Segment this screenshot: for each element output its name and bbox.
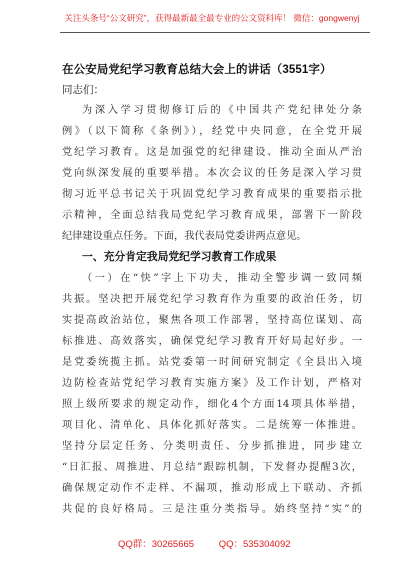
page-title: 在公安局党纪学习教育总结大会上的讲话（3551字）: [62, 64, 332, 76]
document-body: [62, 100, 362, 520]
body-line: 为深入学习贯彻修订后的《中国共产党纪律处分条: [82, 105, 362, 116]
body-line: 标推进、高效落实，确保党纪学习教育开好局起好步。一: [62, 336, 362, 347]
footer-qq-group: QQ群：30265665: [118, 539, 195, 550]
footer-qq: QQ：535304092: [218, 539, 291, 550]
body-line: 照上级所要求的规定动作，细化4个方面14项具体举措，: [62, 399, 362, 410]
body-line: 党纪学习教育。这是加强党的纪律建设、推动全面从严治: [62, 147, 362, 158]
header-divider: [60, 32, 370, 33]
body-line: 示精神，全面总结我局党纪学习教育成果，部署下一阶段: [62, 210, 362, 221]
body-line: “日汇报、周推进、月总结”跟踪机制，下发督办提醒3次，: [62, 462, 362, 473]
body-line: 是党委统揽主抓。站党委第一时间研究制定《全县出入境: [62, 357, 362, 368]
header-banner: 关注头条号“公文研究”，获得最新最全最专业的公文资料库！ 微信：gongwenyj: [64, 13, 360, 23]
body-line: 边防检查站党纪学习教育实施方案》及工作计划，严格对: [62, 378, 362, 389]
body-line: 共振。坚决把开展党纪学习教育作为重要的政治任务，切: [62, 294, 362, 305]
body-line: 彻习近平总书记关于巩固党纪学习教育成果的重要指示批: [62, 189, 362, 200]
body-line: 党向纵深发展的重要举措。本次会议的任务是深入学习贯: [62, 168, 362, 179]
body-line: 坚持分层定任务、分类明责任、分步抓推进，同步建立: [62, 441, 362, 452]
body-line: 例》（以下简称《条例》），经党中央同意，在全党开展: [62, 126, 362, 137]
body-line: 纪律建设重点任务。下面，我代表局党委讲两点意见。: [62, 231, 307, 242]
section-heading: 一、充分肯定我局党纪学习教育工作成果: [82, 251, 277, 263]
body-line: 确保规定动作不走样、不漏项，推动形成上下联动、齐抓: [62, 483, 362, 494]
body-line: 实提高政治站位，聚焦各项工作部署，坚持高位谋划、高: [62, 315, 362, 326]
footer-contact: [118, 536, 313, 550]
body-line: （一）在“快”字上下功夫，推动全警步调一致同频: [82, 273, 362, 284]
body-line: 项目化、清单化、具体化抓好落实。二是统筹一体推进。: [62, 420, 362, 431]
salutation: 同志们：: [62, 84, 104, 96]
body-line: 共促的良好格局。三是注重分类指导。始终坚持“实”的: [62, 504, 362, 515]
